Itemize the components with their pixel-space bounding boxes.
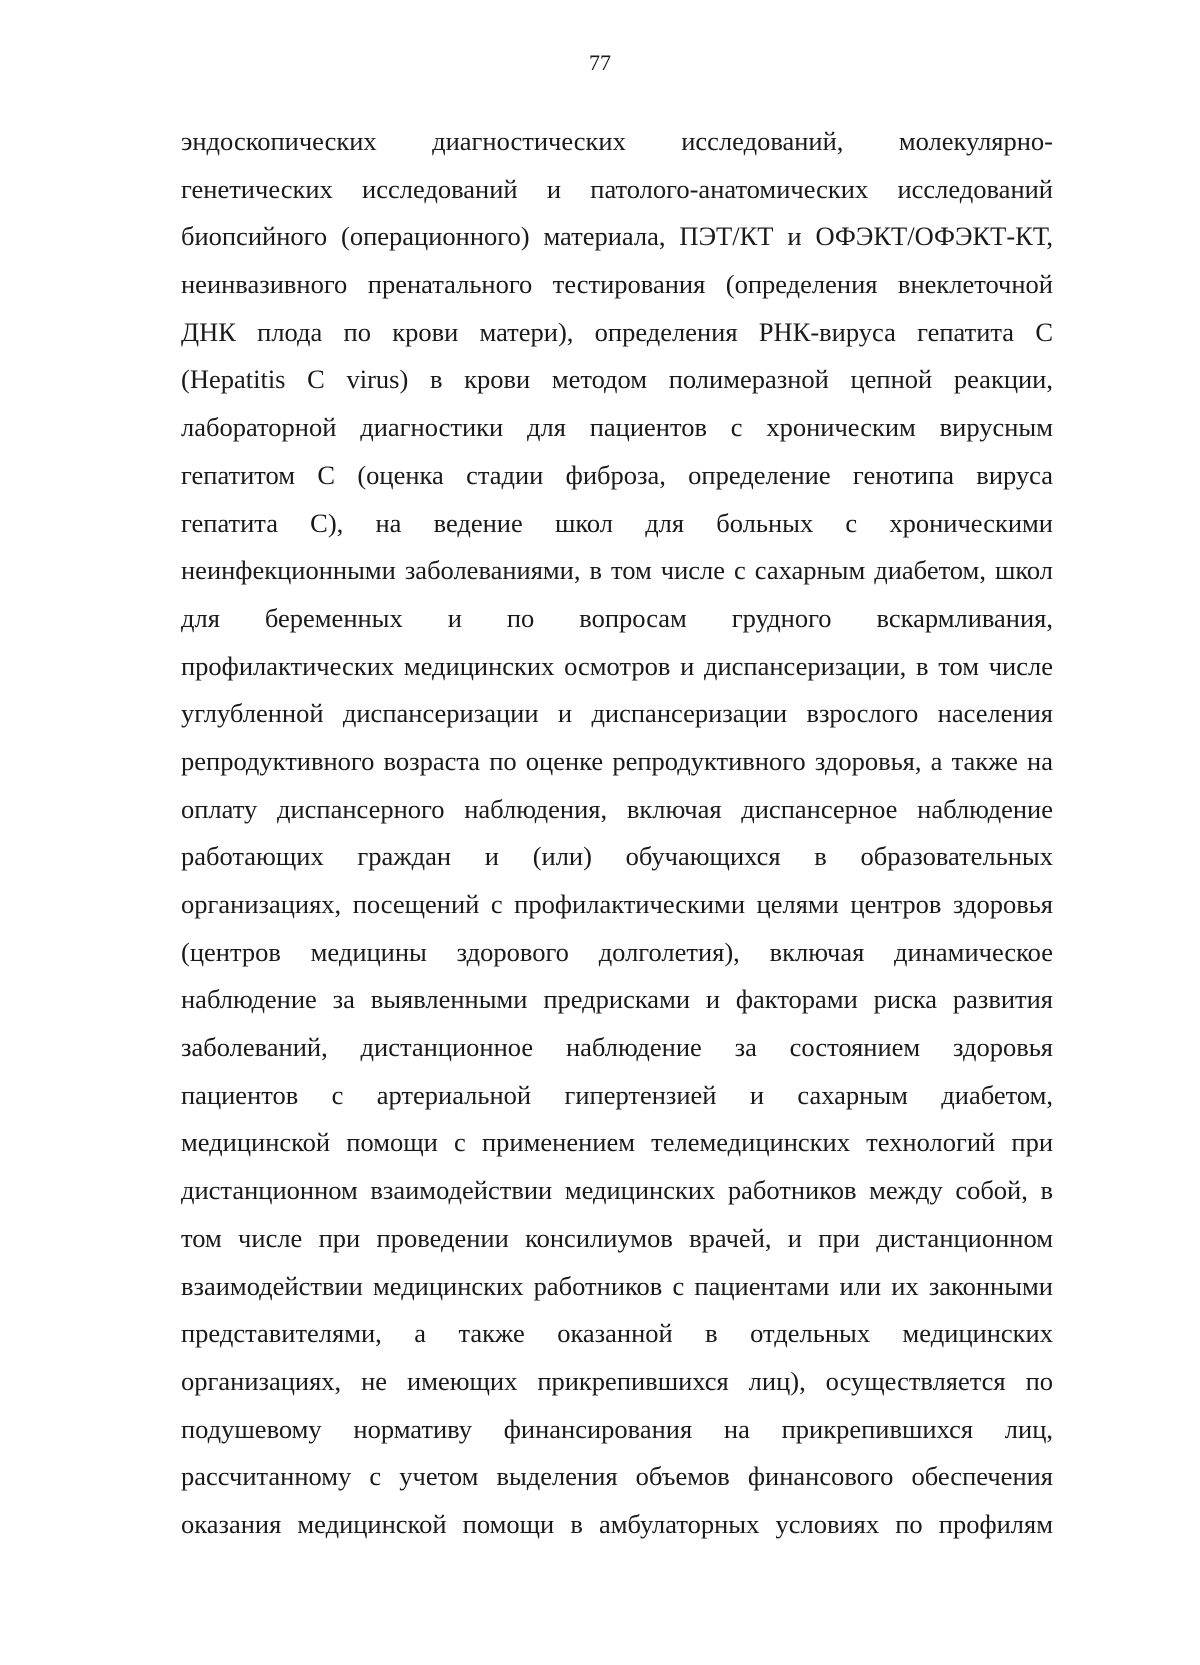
text-line: том числе при проведении консилиумов врачей, и при дистанционном [181, 1222, 1053, 1253]
text-line: эндоскопических диагностических исследований, молекулярно- [181, 126, 1053, 156]
text-line: биопсийного (операционного) материала, ПЭТ/КТ и ОФЭКТ/ОФЭКТ-КТ, [181, 221, 1053, 252]
text-line: неинфекционными заболеваниями, в том числе с сахарным диабетом, школ [181, 555, 1053, 586]
page-number: 77 [589, 50, 611, 75]
text-line: неинвазивного пренатального тестирования (определения внеклеточной [181, 269, 1053, 300]
text-line: (центров медицины здорового долголетия), включая динамическое [181, 936, 1053, 967]
text-line: лабораторной диагностики для пациентов с хроническим вирусным [181, 412, 1053, 443]
text-line: взаимодействии медицинских работников с пациентами или их законными [181, 1270, 1053, 1301]
text-line: наблюдение за выявленными предрисками и факторами риска развития [181, 984, 1053, 1015]
text-line: оплату диспансерного наблюдения, включая диспансерное наблюдение [181, 793, 1053, 824]
text-line: углубленной диспансеризации и диспансеризации взрослого населения [181, 698, 1053, 729]
text-line: работающих граждан и (или) обучающихся в образовательных [181, 841, 1053, 872]
text-line: организациях, посещений с профилактическими целями центров здоровья [181, 889, 1053, 919]
text-line: пациентов с артериальной гипертензией и сахарным диабетом, [181, 1079, 1053, 1110]
text-line: оказания медицинской помощи в амбулаторных условиях по профилям [181, 1508, 1053, 1539]
text-line: (Hepatitis C virus) в крови методом полимеразной цепной реакции, [181, 364, 1053, 395]
text-line: подушевому нормативу финансирования на прикрепившихся лиц, [181, 1413, 1053, 1444]
text-line: медицинской помощи с применением телемедицинских технологий при [181, 1127, 1053, 1158]
text-line: гепатитом С (оценка стадии фиброза, определение генотипа вируса [181, 459, 1053, 490]
text-line: для беременных и по вопросам грудного вскармливания, [181, 602, 1053, 633]
text-line: заболеваний, дистанционное наблюдение за состоянием здоровья [181, 1032, 1053, 1063]
body-text [181, 118, 1053, 1549]
text-line: представителями, а также оказанной в отдельных медицинских [181, 1318, 1053, 1349]
text-line: ДНК плода по крови матери), определения РНК-вируса гепатита С [181, 316, 1053, 347]
text-line: генетических исследований и патолого-анатомических исследований [181, 173, 1053, 204]
text-line: репродуктивного возраста по оценке репродуктивного здоровья, а также на [181, 745, 1053, 776]
text-line: гепатита С), на ведение школ для больных с хроническими [181, 507, 1053, 538]
text-line: рассчитанному с учетом выделения объемов финансового обеспечения [181, 1461, 1053, 1492]
text-line: профилактических медицинских осмотров и диспансеризации, в том числе [181, 650, 1053, 681]
text-line: организациях, не имеющих прикрепившихся лиц), осуществляется по [181, 1365, 1053, 1396]
text-line: дистанционном взаимодействии медицинских работников между собой, в [181, 1175, 1053, 1206]
